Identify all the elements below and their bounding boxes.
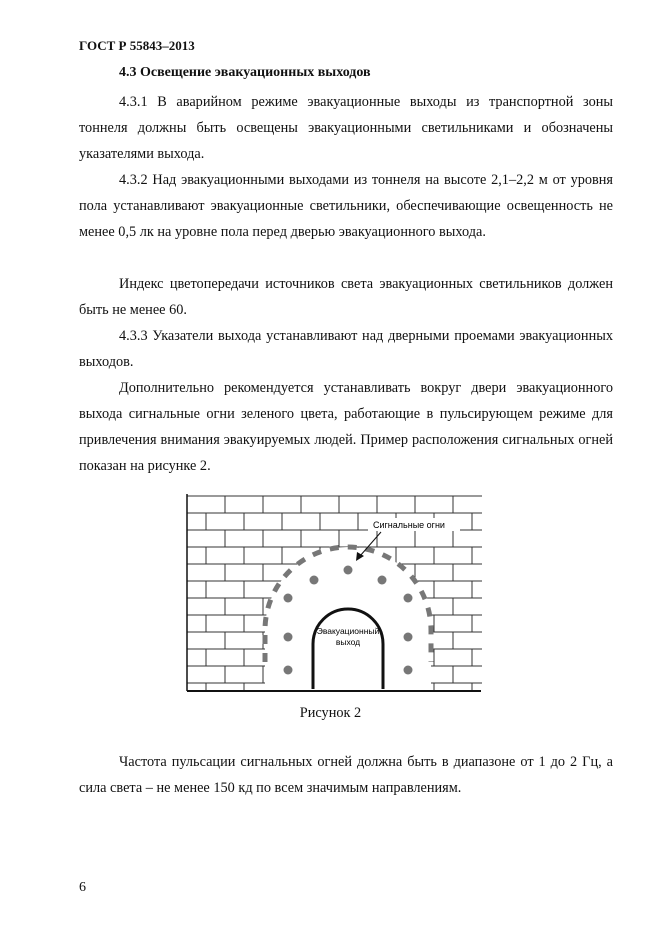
paragraph-4-3-2: 4.3.2 Над эвакуационными выходами из тоннеля на высоте 2,1–2,2 м от уровня пола устанавливают эвакуационные светильники, обеспечивающие освещенность не менее 0,5 лк на уровне пола перед дверью эвакуационного выхода.	[79, 172, 613, 240]
signal-light-dot	[404, 666, 413, 675]
label-signal-lights: Сигнальные огни	[373, 520, 445, 530]
signal-light-dot	[284, 666, 293, 675]
figure-exit-diagram	[185, 492, 482, 697]
signal-light-dot	[310, 576, 319, 585]
paragraph-signal-lights: Дополнительно рекомендуется устанавливать вокруг двери эвакуационного выхода сигнальные огни зеленого цвета, работающие в пульсирующем режиме для привлечения внимания эвакуируемых людей. Пример расположения сигнальных огней показан на рисунке 2.	[79, 380, 613, 474]
paragraph-color-index: Индекс цветопередачи источников света эвакуационных светильников должен быть не менее 60.	[79, 276, 613, 318]
paragraph-4-3-1: 4.3.1 В аварийном режиме эвакуационные выходы из транспортной зоны тоннеля должны быть освещены эвакуационными светильниками и обозначены указателями выхода.	[79, 94, 613, 162]
signal-light-dot	[378, 576, 387, 585]
label-exit-line1: Эвакуационный	[316, 626, 380, 636]
exit-diagram-svg	[185, 492, 482, 697]
section-title: 4.3 Освещение эвакуационных выходов	[119, 65, 371, 80]
signal-light-dot	[344, 566, 353, 575]
figure-caption: Рисунок 2	[299, 705, 362, 721]
signal-light-dot	[404, 594, 413, 603]
page-number: 6	[79, 880, 86, 895]
document-header: ГОСТ Р 55843–2013	[79, 38, 195, 53]
label-exit-line2: выход	[335, 637, 361, 647]
paragraph-4-3-3: 4.3.3 Указатели выхода устанавливают над дверными проемами эвакуационных выходов.	[79, 328, 613, 370]
paragraph-pulse-frequency: Частота пульсации сигнальных огней должна быть в диапазоне от 1 до 2 Гц, а сила света – не менее 150 кд по всем значимым направлениям.	[79, 754, 613, 796]
signal-light-dot	[404, 633, 413, 642]
signal-light-dot	[284, 594, 293, 603]
signal-light-dot	[284, 633, 293, 642]
